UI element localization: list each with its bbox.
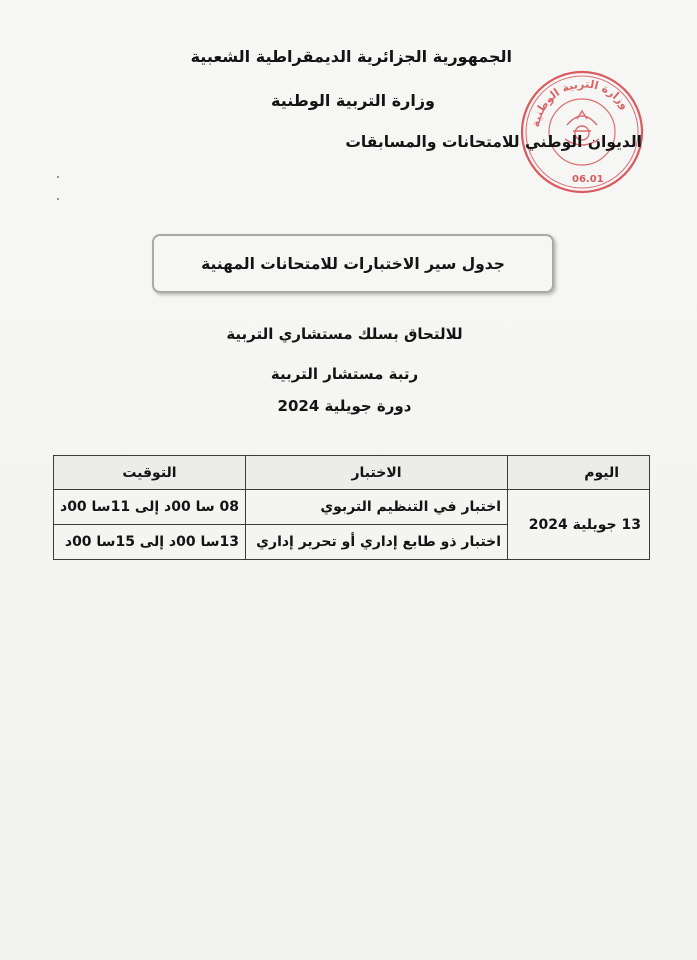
exam-schedule-table (53, 455, 650, 560)
subtitle-corps: للالتحاق بسلك مستشاري التربية (226, 325, 463, 343)
speck (57, 198, 59, 200)
header-republic: الجمهورية الجزائرية الديمقراطية الشعبية (190, 47, 512, 66)
stamp-arc-text: وزارة التربية الوطنية (528, 77, 632, 129)
table-header-row (54, 456, 650, 490)
subtitle-session: دورة جويلية 2024 (277, 397, 412, 415)
speck (57, 176, 59, 178)
stamp-code: 06.01 (572, 174, 604, 185)
header-time: التوقيت (54, 456, 246, 490)
time-cell: 13سا 00د إلى 15سا 00د (54, 525, 246, 560)
exam-cell: اختبار في التنظيم التربوي (245, 490, 507, 525)
schedule-title-box (152, 234, 554, 293)
header-office: الديوان الوطني للامتحانات والمسابقات (345, 133, 642, 151)
day-cell: 13 جويلية 2024 (508, 490, 650, 560)
schedule-title: جدول سير الاختبارات للامتحانات المهنية (201, 254, 505, 273)
header-exam: الاختبار (245, 456, 507, 490)
table-row (54, 490, 650, 525)
header-day: اليوم (508, 456, 650, 490)
subtitle-rank: رتبة مستشار التربية (270, 365, 419, 383)
official-stamp-seal (517, 67, 647, 197)
header-ministry: وزارة التربية الوطنية (270, 91, 435, 110)
exam-cell: اختبار ذو طابع إداري أو تحرير إداري (245, 525, 507, 560)
time-cell: 08 سا 00د إلى 11سا 00د (54, 490, 246, 525)
